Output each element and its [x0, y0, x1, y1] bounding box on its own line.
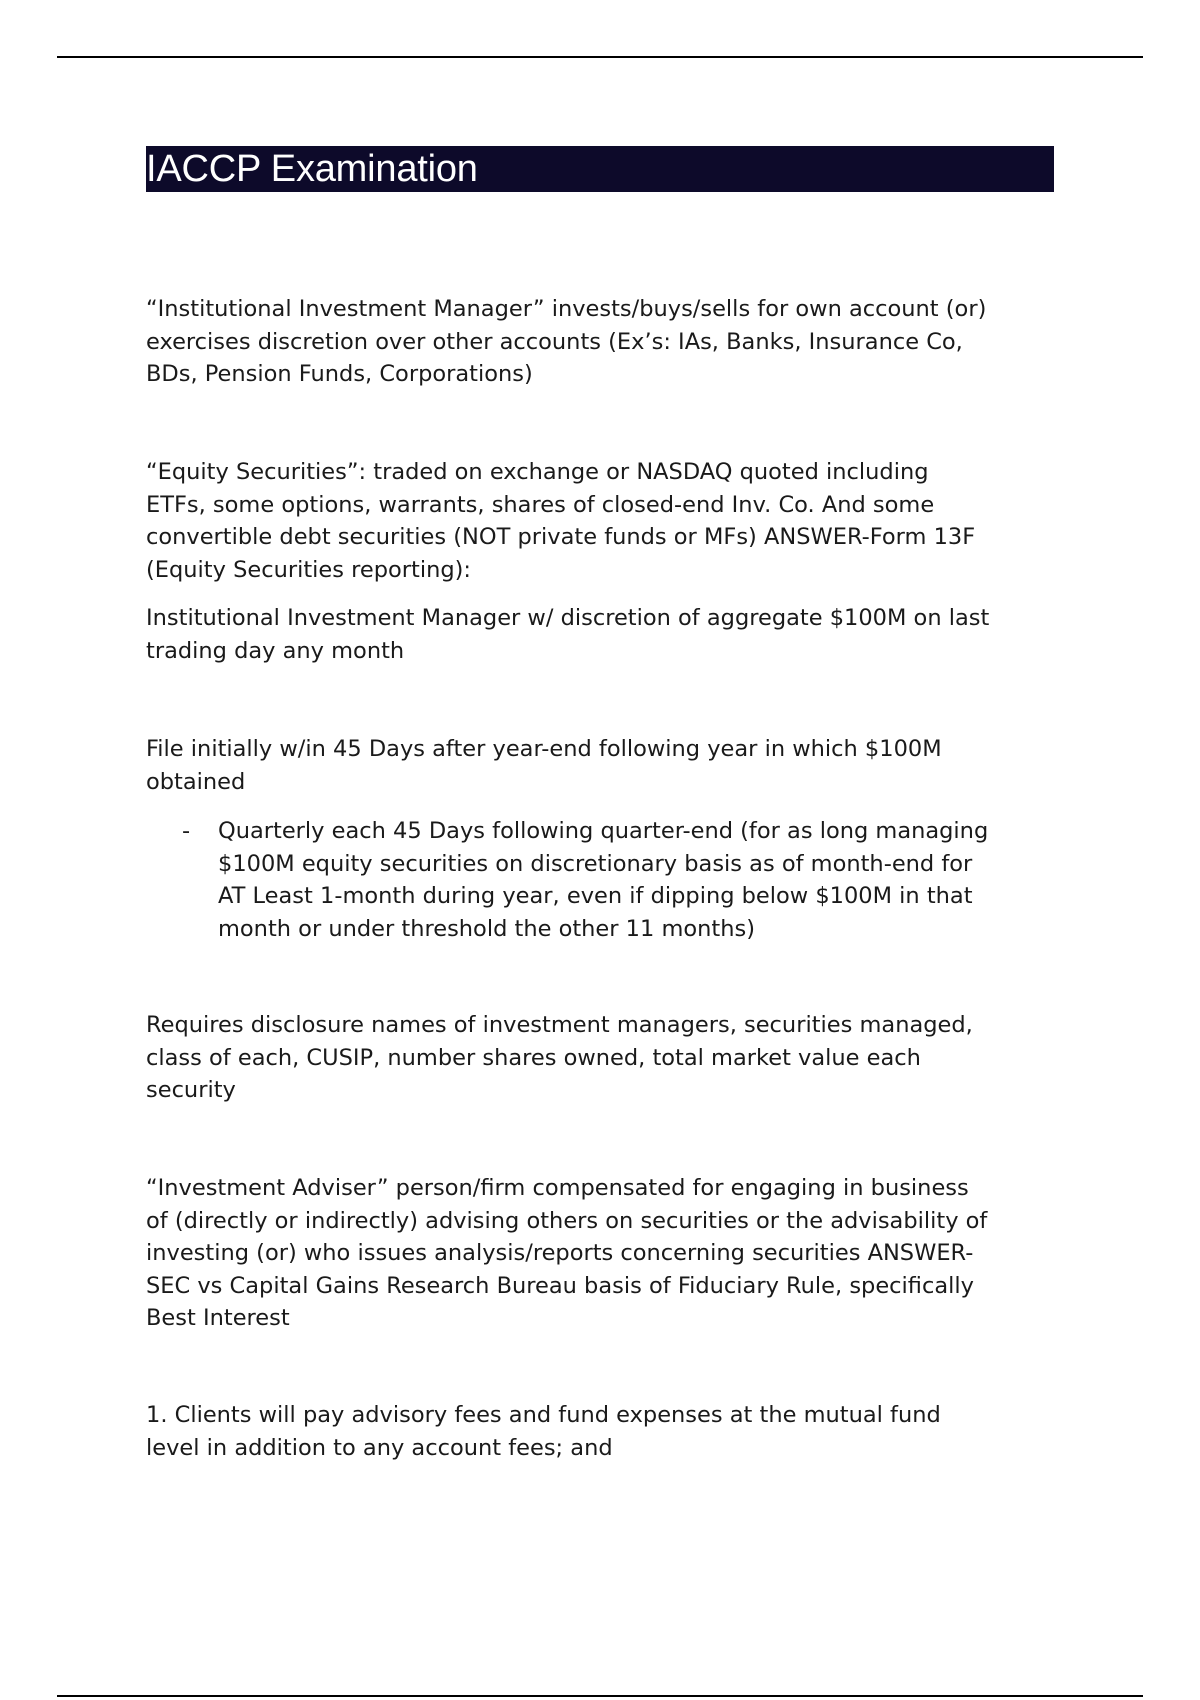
paragraph-investment-adviser: “Investment Adviser” person/firm compensated for engaging in business of (directly or indirectly) advising others on securities or the advisability of investing (or) who issues analysis/reports concerning securities ANSWER- SEC vs Capital Gains Research Bureau basis of Fiduciary Rule, specifically Best Interest — [146, 1175, 988, 1331]
bottom-rule — [57, 1695, 1143, 1697]
bullet-text: Quarterly each 45 Days following quarter-end (for as long managing $100M equity securities on discretionary basis as of month-end for AT Least 1-month during year, even if dipping below $100M in that month or under threshold the other 11 months) — [218, 818, 989, 942]
paragraph-institutional-manager: “Institutional Investment Manager” invests/buys/sells for own account (or) exercises discretion over other accounts (Ex’s: IAs, Banks, Insurance Co, BDs, Pension Funds, Corporations) — [146, 296, 987, 387]
paragraph-disclosure-requirements: Requires disclosure names of investment managers, securities managed, class of each, CUSIP, number shares owned, total market value each security — [146, 1012, 973, 1103]
paragraph-discretion-threshold: Institutional Investment Manager w/ discretion of aggregate $100M on last trading day any month — [146, 605, 990, 664]
title-banner — [146, 146, 1054, 192]
document-title: IACCP Examination — [146, 148, 478, 190]
paragraph-equity-securities: “Equity Securities”: traded on exchange or NASDAQ quoted including ETFs, some options, warrants, shares of closed-end Inv. Co. And some convertible debt securities (NOT private funds or MFs) ANSWER-Form 13F (Equity Securities reporting): — [146, 459, 976, 583]
top-rule — [57, 56, 1143, 58]
paragraph-client-fees: 1. Clients will pay advisory fees and fund expenses at the mutual fund level in addition to any account fees; and — [146, 1402, 941, 1461]
paragraph-file-initially: File initially w/in 45 Days after year-end following year in which $100M obtained — [146, 736, 942, 795]
bullet-marker: - — [182, 818, 191, 844]
